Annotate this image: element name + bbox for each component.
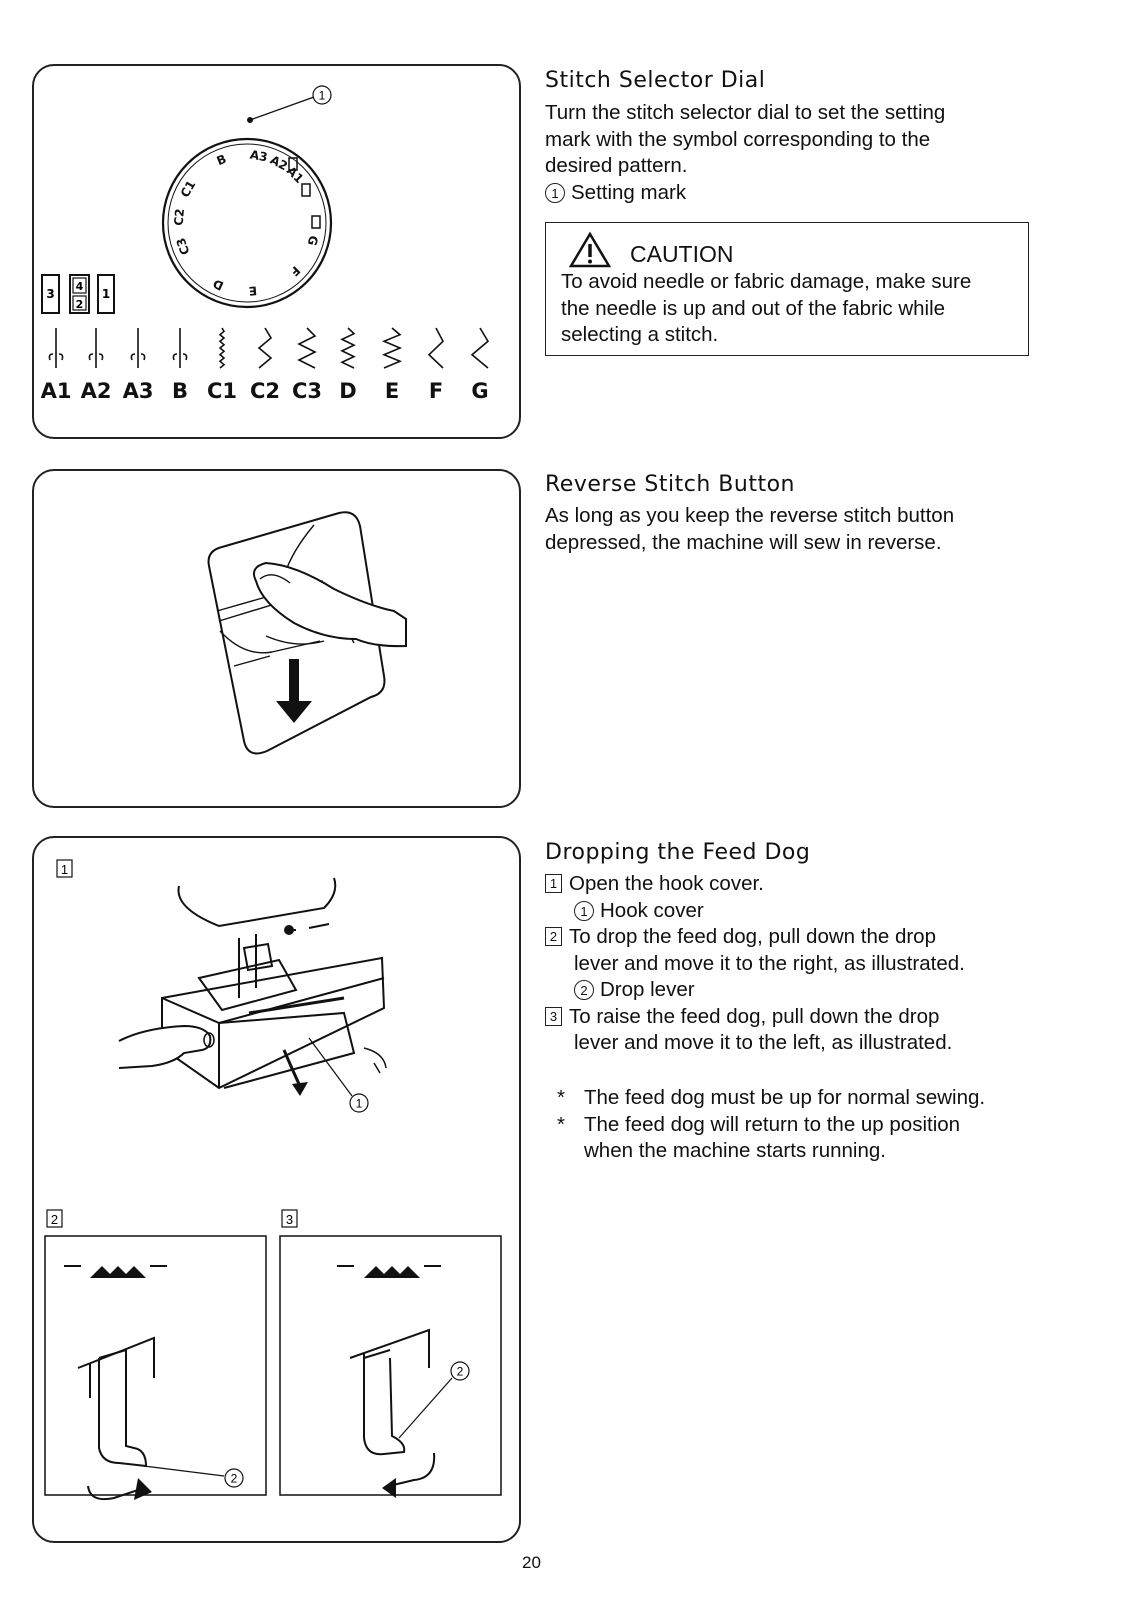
dial-label-a3: A3 [248, 147, 269, 165]
caution-box [545, 222, 1029, 356]
dial-label-c1: C1 [177, 178, 199, 200]
reverse-button-illustration [34, 471, 519, 806]
reverse-line: depressed, the machine will sew in reverse. [545, 530, 942, 554]
dial-label-g: G [304, 234, 321, 248]
pattern-label-c1: C1 [206, 379, 238, 403]
feed-dog-illustration [34, 838, 519, 1541]
pattern-label-b: B [171, 379, 189, 403]
dial-label-c2: C2 [171, 207, 188, 227]
pattern-label-g: G [471, 379, 489, 403]
dial-buttonhole-mark [312, 216, 320, 228]
sub-number: 1 [574, 901, 594, 921]
note-mark: * [557, 1086, 565, 1109]
zigzag-stitch-symbol [220, 328, 224, 368]
zigzag-stitch-symbol [429, 328, 443, 368]
pattern-label-a1: A1 [40, 379, 72, 403]
caution-line: the needle is up and out of the fabric while [561, 296, 946, 320]
stitch-selector-line: Turn the stitch selector dial to set the setting [545, 101, 946, 124]
step-1-sub [545, 898, 965, 925]
dial-label-a1: A1 [283, 163, 307, 187]
selector-box-2: 2 [75, 298, 84, 311]
note-1 [545, 1085, 985, 1112]
note-text: The feed dog must be up for normal sewing. [584, 1086, 986, 1109]
fig3-label: 3 [285, 1212, 294, 1227]
note-2 [545, 1112, 985, 1139]
selector-box-1: 1 [101, 287, 111, 301]
step-2-sub [545, 977, 965, 1004]
reverse-line: As long as you keep the reverse stitch button [545, 504, 955, 527]
pattern-label-a3: A3 [122, 379, 154, 403]
setting-mark-item [545, 180, 945, 207]
step-3-cont: lever and move it to the left, as illustrated. [574, 1031, 953, 1054]
step-number: 2 [545, 927, 562, 946]
note-text: The feed dog will return to the up position [584, 1112, 961, 1136]
note-2-cont: when the machine starts running. [584, 1139, 886, 1162]
setting-mark-number: 1 [545, 183, 565, 203]
zigzag-stitch-symbol [299, 328, 315, 368]
dial-label-f: F [287, 263, 303, 279]
page-number: 20 [522, 1553, 541, 1572]
caution-line: To avoid needle or fabric damage, make sure [561, 270, 972, 293]
step-text: To drop the feed dog, pull down the drop [569, 925, 936, 948]
straight-stitch-symbol [49, 328, 62, 368]
stitch-selector-text [545, 100, 945, 206]
feed-dog-heading: Dropping the Feed Dog [545, 840, 811, 865]
sub-label: Hook cover [600, 898, 704, 922]
zigzag-stitch-symbol [259, 328, 271, 368]
pattern-label-d: D [339, 379, 357, 403]
zigzag-stitch-symbol [472, 328, 488, 368]
fig2-label: 2 [50, 1212, 59, 1227]
setting-mark-label: Setting mark [571, 180, 687, 204]
dial-label-a2: A2 [267, 152, 290, 174]
fig1-label: 1 [60, 862, 69, 877]
step-1 [545, 871, 965, 898]
drop-lever-callout-b: 2 [456, 1364, 464, 1379]
step-3 [545, 1004, 965, 1031]
dial-label-d: D [210, 276, 226, 294]
stitch-dial-illustration [34, 66, 519, 437]
selector-box-3: 3 [46, 287, 55, 301]
stitch-selector-heading: Stitch Selector Dial [545, 68, 766, 93]
warning-triangle-icon [568, 231, 612, 269]
drop-lever-callout-a: 2 [230, 1471, 238, 1486]
sub-label: Drop lever [600, 978, 695, 1001]
pattern-label-a2: A2 [80, 379, 112, 403]
caution-title: CAUTION [630, 241, 734, 267]
caution-line: selecting a stitch. [561, 323, 719, 346]
step-2 [545, 924, 965, 951]
dial-label-e: E [248, 283, 258, 299]
zigzag-stitch-symbol [342, 328, 354, 368]
pattern-label-c2: C2 [249, 379, 281, 403]
hook-cover-callout: 1 [355, 1096, 363, 1111]
caution-text [561, 269, 971, 349]
dial-callout-number: 1 [318, 88, 326, 103]
step-number: 3 [545, 1007, 562, 1026]
straight-stitch-symbol [173, 328, 186, 368]
zigzag-stitch-symbol [384, 328, 400, 368]
reverse-button-figure [32, 469, 521, 808]
step-text: To raise the feed dog, pull down the drop [569, 1004, 940, 1028]
pattern-label-f: F [428, 379, 444, 403]
stitch-selector-line: mark with the symbol corresponding to the [545, 127, 931, 151]
dial-label-c3: C3 [173, 235, 193, 257]
sub-number: 2 [574, 980, 594, 1000]
feed-dog-figure [32, 836, 521, 1543]
feed-dog-steps [545, 871, 965, 1057]
reverse-text [545, 503, 954, 556]
straight-stitch-symbol [131, 328, 144, 368]
step-2-cont: lever and move it to the right, as illustrated. [574, 951, 965, 975]
feed-dog-notes [545, 1085, 985, 1165]
dial-buttonhole-mark [302, 184, 310, 196]
reverse-heading: Reverse Stitch Button [545, 472, 795, 497]
pattern-label-e: E [384, 379, 400, 403]
step-text: Open the hook cover. [569, 872, 764, 895]
stitch-selector-line: desired pattern. [545, 154, 688, 177]
straight-stitch-symbol [89, 328, 102, 368]
note-mark: * [557, 1112, 565, 1136]
selector-box-4: 4 [75, 280, 84, 293]
dial-label-b: B [214, 151, 229, 169]
stitch-dial-figure [32, 64, 521, 439]
step-number: 1 [545, 874, 562, 893]
pattern-label-c3: C3 [291, 379, 323, 403]
